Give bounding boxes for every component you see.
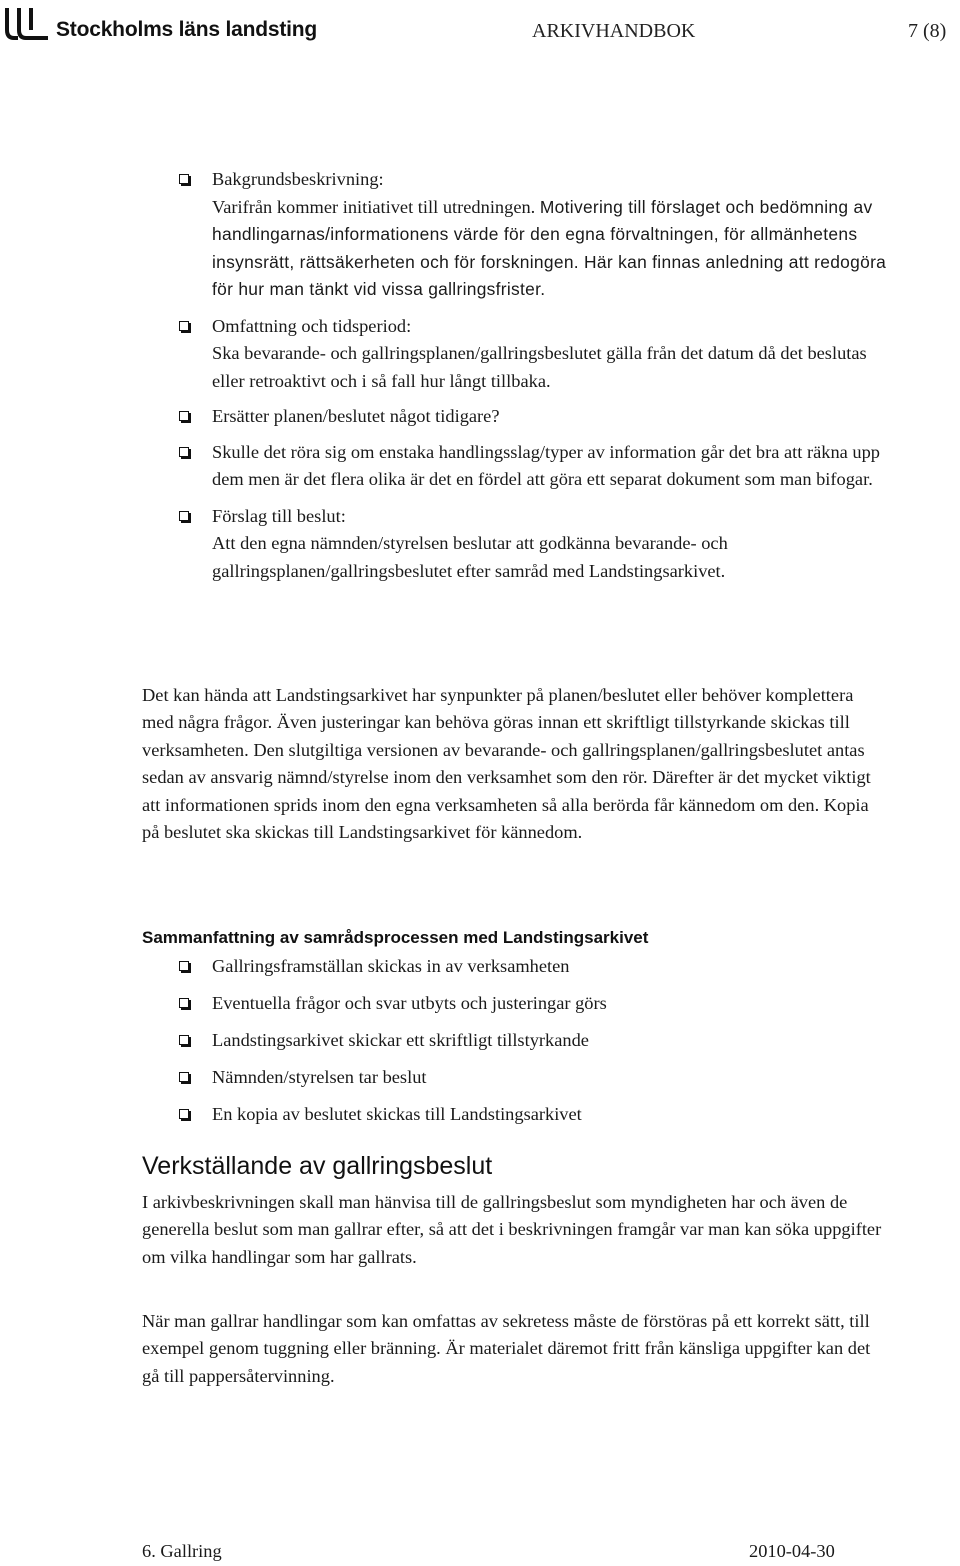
logo-text: Stockholms läns landsting	[56, 18, 318, 41]
summary-item	[0, 1064, 960, 1092]
summary-item-text: En kopia av beslutet skickas till Landstingsarkivet	[212, 1104, 582, 1125]
checkbox-icon	[179, 1072, 189, 1082]
page-indicator: 7 (8)	[908, 20, 947, 42]
checklist-item-text: Skulle det röra sig om enstaka handlingsslag/typer av information går det bra att räkna upp dem men är det flera olika är det en fördel att göra ett separat dokument som man bifogar.	[212, 441, 881, 489]
summary-heading: Sammanfattning av samrådsprocessen med Landstingsarkivet	[142, 928, 649, 947]
checkbox-icon	[179, 321, 189, 331]
checklist-item-title: Omfattning och tidsperiod:	[212, 315, 412, 336]
summary-item	[0, 1101, 960, 1129]
checkbox-icon	[179, 511, 189, 521]
section-paragraph-2: När man gallrar handlingar som kan omfattas av sekretess måste de förstöras på ett korrekt sätt, till exempel genom tuggning eller bränning. Är materialet däremot fritt från känsliga uppgifter kan det gå till pappersåtervinning.	[142, 1311, 871, 1386]
summary-item	[0, 990, 960, 1018]
summary-item-text: Nämnden/styrelsen tar beslut	[212, 1067, 427, 1088]
checklist-item-text: Varifrån kommer initiativet till utredningen.	[212, 196, 536, 217]
checklist-item-text: Att den egna nämnden/styrelsen beslutar att godkänna bevarande- och gallringsplanen/gallringsbeslutet efter samråd med Landstingsarkivet.	[212, 533, 728, 581]
summary-item	[0, 953, 960, 981]
section-paragraph-1: I arkivbeskrivningen skall man hänvisa till de gallringsbeslut som myndigheten har och även de generella beslut som man gallrar efter, så att det i beskrivningen framgår var man kan söka uppgifter om vilka handlingar som har gallrats.	[142, 1192, 882, 1267]
checklist-item-replaces	[0, 403, 960, 431]
checklist-item-text-sans: Motivering till förslaget och bedömning av handlingarnas/informationens värde för den egna förvaltningen, för allmänhetens insynsrätt, rättsäkerheten och för forskningen. Här kan finnas anledning att redogöra för hur man tänkt vid vissa gallringsfrister.	[212, 196, 887, 299]
checklist-item-title: Ersätter planen/beslutet något tidigare?	[212, 406, 500, 426]
section-heading: Verkställande av gallringsbeslut	[142, 1152, 493, 1180]
summary-list	[0, 953, 960, 1138]
footer-chapter: 6. Gallring	[142, 1541, 222, 1561]
summary-item-text: Landstingsarkivet skickar ett skriftligt tillstyrkande	[212, 1030, 589, 1051]
checklist-item-types	[0, 439, 960, 494]
checkbox-icon	[179, 174, 189, 184]
summary-item-text: Eventuella frågor och svar utbyts och justeringar görs	[212, 993, 607, 1014]
summary-item-text: Gallringsframställan skickas in av verksamheten	[212, 956, 570, 976]
checklist-item-title: Förslag till beslut:	[212, 505, 346, 526]
footer-date: 2010-04-30	[749, 1541, 835, 1561]
checklist-item-title: Bakgrundsbeskrivning:	[212, 169, 384, 189]
checkbox-icon	[179, 1035, 189, 1045]
summary-item	[0, 1027, 960, 1055]
document-title: ARKIVHANDBOK	[532, 20, 696, 42]
checklist-item-proposal	[0, 503, 960, 586]
header-logo	[4, 8, 317, 42]
sll-logo-icon	[4, 8, 48, 42]
checkbox-icon	[179, 1109, 189, 1119]
checkbox-icon	[179, 998, 189, 1008]
checklist-item-scope	[0, 313, 960, 396]
checklist	[0, 166, 960, 585]
checkbox-icon	[179, 411, 189, 421]
checklist-item-background	[0, 166, 960, 304]
body-paragraph: Det kan hända att Landstingsarkivet har synpunkter på planen/beslutet eller behöver komplettera med några frågor. Även justeringar kan behöva göras innan ett skriftligt tillstyrkande skickas till verksamheten. Den slutgiltiga versionen av bevarande- och gallringsplanen/gallringsbeslutet antas sedan av ansvarig nämnd/styrelse inom den verksamhet som den rör. Därefter är det mycket viktigt att informationen sprids inom den egna verksamheten så alla berörda får kännedom om den. Kopia på beslutet ska skickas till Landstingsarkivet för kännedom.	[142, 685, 871, 843]
checkbox-icon	[179, 447, 189, 457]
checklist-item-text: Ska bevarande- och gallringsplanen/gallringsbeslutet gälla från det datum då det beslutas eller retroaktivt och i så fall hur långt tillbaka.	[212, 343, 867, 391]
checkbox-icon	[179, 961, 189, 971]
